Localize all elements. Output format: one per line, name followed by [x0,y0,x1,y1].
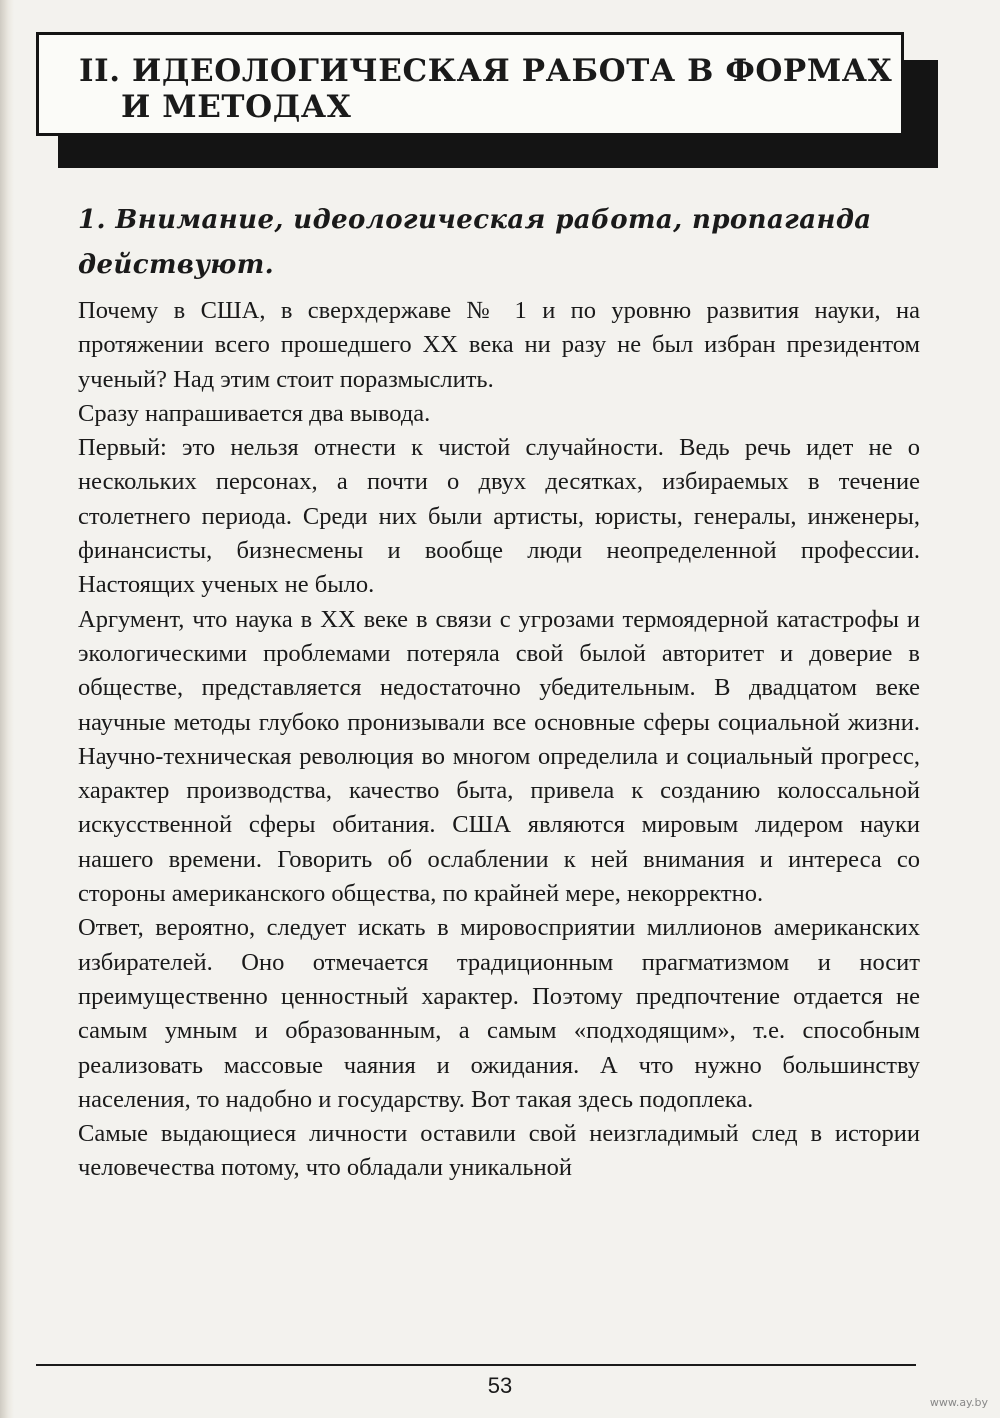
page-number: 53 [487,1373,513,1398]
chapter-title [79,53,899,125]
paragraph: Аргумент, что наука в XX веке в связи с угрозами термоядерной катастрофы и экологическими проблемами потеряла свой былой авторитет и доверие в обществе, представляется недостаточно убедительным. В двадцатом веке научные методы глубоко пронизывали все основные сферы социальной жизни. Научно-техническая революция во многом определила и социальный прогресс, характер производства, качество быта, привела к созданию колоссальной искусственной сферы обитания. США являются мировым лидером науки нашего времени. Говорить об ослаблении к ней внимания и интереса со стороны американского общества, по крайней мере, некорректно. [78,605,920,908]
chapter-title-line-2: И МЕТОДАХ [121,89,352,125]
watermark: www.ay.by [929,1396,988,1409]
paragraph: Самые выдающиеся личности оставили свой неизгладимый след в истории человечества потому, что обладали уникальной [78,1120,920,1182]
paragraph: Первый: это нельзя отнести к чистой случайности. Ведь речь идет не о нескольких персонах, а почти о двух десятках, избираемых в течение столетнего периода. Среди них были артисты, юристы, генералы, инженеры, финансисты, бизнесмены и вообще люди неопределенной профессии. Настоящих ученых не было. [78,434,920,599]
section-heading: 1. Внимание, идеологическая работа, пропаганда действуют. [78,205,872,280]
paragraph: Ответ, вероятно, следует искать в мировосприятии миллионов американских избирателей. Оно отмечается традиционным прагматизмом и носит преимущественно ценностный характер. Поэтому предпочтение отдается не самым умным и образованным, а самым «подходящим», т.е. способным реализовать массовые чаяния и ожидания. А что нужно большинству населения, то надобно и государству. Вот такая здесь подоплека. [78,914,920,1113]
paragraph: Почему в США, в сверхдержаве № 1 и по уровню развития науки, на протяжении всего прошедшего XX века ни разу не был избран президентом ученый? Над этим стоит поразмыслить. [78,297,920,393]
chapter-title-box [36,32,904,136]
chapter-title-line-1: II. ИДЕОЛОГИЧЕСКАЯ РАБОТА В ФОРМАХ [79,53,893,89]
paragraph: Сразу напрашивается два вывода. [78,399,431,427]
footer-rule [36,1364,916,1366]
body-text [78,294,920,1186]
page-binding-edge [0,0,14,1418]
